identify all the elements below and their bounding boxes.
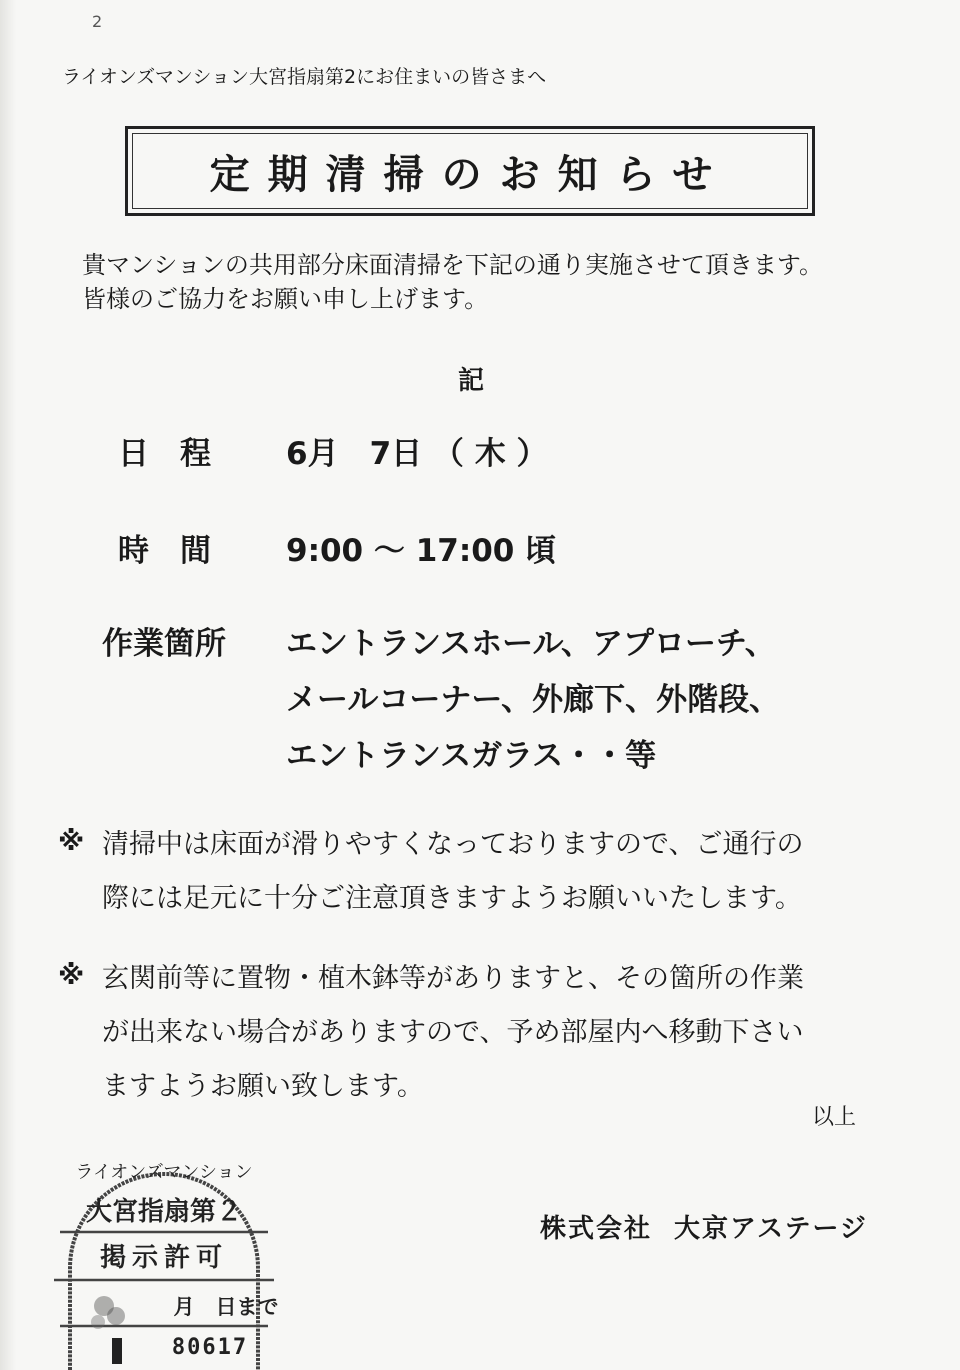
note-line: が出来ない場合がありますので、予め部屋内へ移動下さい bbox=[102, 1017, 804, 1048]
posting-permission-stamp bbox=[30, 1148, 298, 1370]
date-value: 6月 7日 （ 木 ） bbox=[286, 436, 548, 472]
date-label: 日 程 bbox=[118, 436, 211, 472]
note-line: ますようお願い致します。 bbox=[102, 1071, 424, 1102]
stamp-line-2: 大宮指扇第２ bbox=[85, 1197, 243, 1227]
note-1 bbox=[102, 818, 902, 926]
title-box bbox=[125, 126, 815, 216]
notice-title: 定期清掃のお知らせ bbox=[209, 151, 731, 198]
place-value-line: エントランスガラス・・等 bbox=[286, 738, 657, 774]
time-value: 9:00 ～ 17:00 頃 bbox=[286, 533, 557, 569]
company-label: 大京アステージ bbox=[674, 1214, 868, 1244]
place-value-line: メールコーナー、外廊下、外階段、 bbox=[286, 682, 781, 718]
company-name bbox=[540, 1208, 868, 1245]
note-mark: ※ bbox=[58, 826, 85, 857]
time-label: 時 間 bbox=[118, 533, 211, 569]
place-label: 作業箇所 bbox=[102, 626, 226, 662]
closing-text: 以上 bbox=[812, 1105, 857, 1130]
note-2 bbox=[102, 952, 902, 1114]
stamp-line-3: 掲示許可 bbox=[99, 1243, 229, 1273]
scan-top-mark: 2 bbox=[92, 12, 105, 31]
intro-line: 皆様のご協力をお願い申し上げます。 bbox=[82, 285, 489, 313]
note-line: 際には足元に十分ご注意頂きますようお願いいたします。 bbox=[102, 883, 802, 914]
place-value-line: エントランスホール、アプローチ、 bbox=[286, 626, 776, 662]
note-line: 清掃中は床面が滑りやすくなっておりますので、ご通行の bbox=[102, 829, 804, 860]
intro-line: 貴マンションの共用部分床面清掃を下記の通り実施させて頂きます。 bbox=[82, 251, 823, 279]
scan-edge-shadow bbox=[0, 0, 16, 1370]
stamp-line-4: 月 日まで bbox=[173, 1295, 279, 1319]
intro-paragraph bbox=[82, 248, 823, 316]
ki-heading: 記 bbox=[458, 366, 485, 396]
note-mark: ※ bbox=[58, 960, 85, 991]
stamp-line-1: ライオンズマンション bbox=[75, 1162, 253, 1183]
stamp-date-number: 80617 bbox=[171, 1335, 249, 1360]
stamp-ink-smudge bbox=[91, 1296, 125, 1364]
addressee-line: ライオンズマンション大宮指扇第2にお住まいの皆さまへ bbox=[62, 66, 547, 88]
note-line: 玄関前等に置物・植木鉢等がありますと、その箇所の作業 bbox=[102, 963, 804, 994]
company-type: 株式会社 bbox=[540, 1214, 653, 1244]
